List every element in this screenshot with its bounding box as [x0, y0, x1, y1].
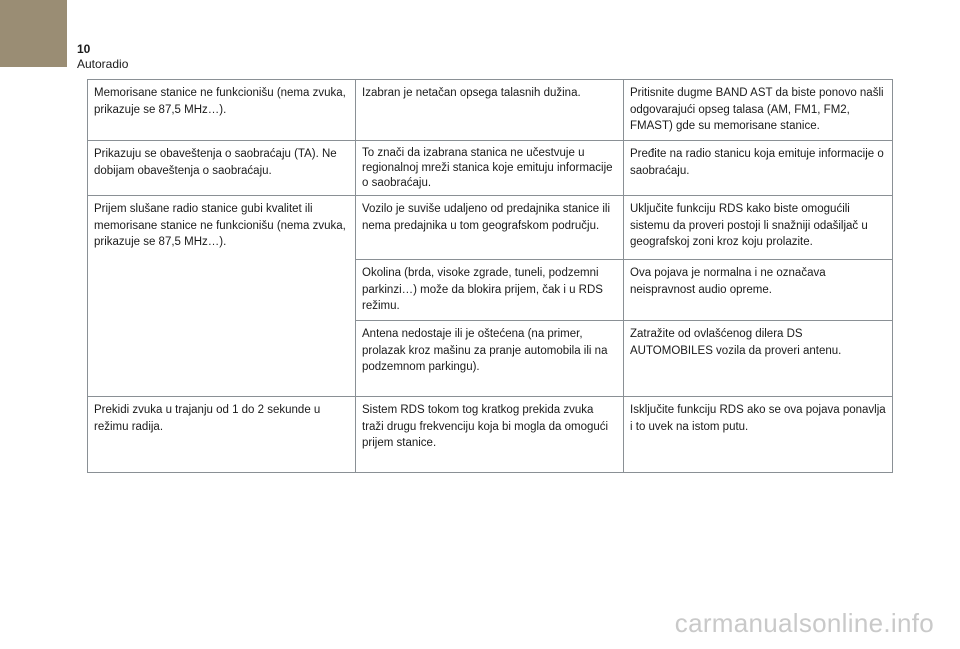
table-row	[88, 196, 893, 260]
solution-cell: Pređite na radio stanicu koja emituje informacije o saobraćaju.	[624, 141, 893, 196]
solution-cell: Isključite funkciju RDS ako se ova pojava ponavlja i to uvek na istom putu.	[624, 397, 893, 473]
solution-cell: Pritisnite dugme BAND AST da biste ponovo našli odgovarajući opseg talasa (AM, FM1, FM2, FMAST) gde su memorisane stanice.	[624, 80, 893, 141]
table-row	[88, 397, 893, 473]
cause-cell: Izabran je netačan opsega talasnih dužina.	[356, 80, 624, 141]
problem-cell: Memorisane stanice ne funkcionišu (nema zvuka, prikazuje se 87,5 MHz…).	[88, 80, 356, 141]
chapter-tab	[0, 0, 67, 67]
table-row	[88, 141, 893, 196]
problem-cell: Prijem slušane radio stanice gubi kvalitet ili memorisane stanice ne funkcionišu (nema zvuka, prikazuje se 87,5 MHz…).	[88, 196, 356, 397]
page-number: 10	[77, 42, 91, 56]
solution-cell: Uključite funkciju RDS kako biste omogućili sistemu da proveri postoji li snažniji odašiljač u geografskoj zoni kroz koju prolazite.	[624, 196, 893, 260]
troubleshooting-table	[87, 79, 893, 473]
problem-cell: Prikazuju se obaveštenja o saobraćaju (TA). Ne dobijam obaveštenja o saobraćaju.	[88, 141, 356, 196]
solution-cell: Zatražite od ovlašćenog dilera DS AUTOMOBILES vozila da proveri antenu.	[624, 321, 893, 397]
cause-cell: Sistem RDS tokom tog kratkog prekida zvuka traži drugu frekvenciju koja bi mogla da omogući prijem stanice.	[356, 397, 624, 473]
solution-cell: Ova pojava je normalna i ne označava neispravnost audio opreme.	[624, 260, 893, 321]
cause-cell: To znači da izabrana stanica ne učestvuje u regionalnoj mreži stanica koje emituju informacije o saobraćaju.	[356, 141, 624, 196]
cause-cell: Vozilo je suviše udaljeno od predajnika stanice ili nema predajnika u tom geografskom području.	[356, 196, 624, 260]
section-title: Autoradio	[77, 57, 129, 71]
problem-cell: Prekidi zvuka u trajanju od 1 do 2 sekunde u režimu radija.	[88, 397, 356, 473]
watermark-text: carmanualsonline.info	[674, 608, 934, 638]
cause-cell: Okolina (brda, visoke zgrade, tuneli, podzemni parkinzi…) može da blokira prijem, čak i u RDS režimu.	[356, 260, 624, 321]
table-row	[88, 80, 893, 141]
cause-cell: Antena nedostaje ili je oštećena (na primer, prolazak kroz mašinu za pranje automobila ili na podzemnom parkingu).	[356, 321, 624, 397]
